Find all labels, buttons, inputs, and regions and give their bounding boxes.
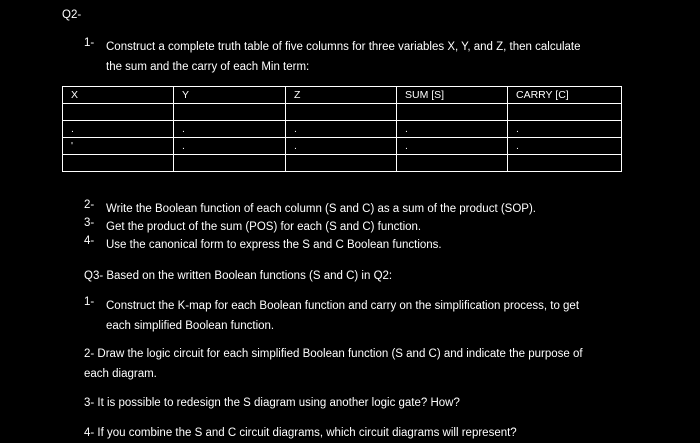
table-cell (63, 155, 174, 172)
table-row (63, 138, 622, 155)
item-text-line2: the sum and the carry of each Min term: (106, 61, 310, 73)
table-cell: ' (63, 138, 174, 155)
table-cell: . (286, 138, 397, 155)
table-row (63, 104, 622, 121)
q2-item-3 (84, 217, 421, 237)
item-text-line1: Construct the K-map for each Boolean function and carry on the simplification process, to get (106, 300, 580, 312)
item-number: 1- (84, 37, 95, 49)
item-number: 1- (84, 296, 95, 308)
item-number: 2- (84, 199, 95, 211)
col-header-carry: CARRY [C] (508, 87, 622, 104)
col-header-x: X (63, 87, 174, 104)
table-cell (174, 155, 286, 172)
table-cell (286, 155, 397, 172)
table-cell: . (174, 121, 286, 138)
truth-table (62, 86, 622, 172)
item-text: Get the product of the sum (POS) for each (S and C) function. (106, 221, 422, 233)
table-cell: . (397, 138, 508, 155)
table-cell: . (286, 121, 397, 138)
q2-item-2 (84, 199, 536, 219)
table-cell: . (508, 138, 622, 155)
question-label: Q2- (62, 9, 82, 21)
table-cell: . (63, 121, 174, 138)
table-cell (63, 104, 174, 121)
q3-item-3: 3- It is possible to redesign the S diagram using another logic gate? How? (84, 397, 460, 409)
table-cell (508, 155, 622, 172)
col-header-y: Y (174, 87, 286, 104)
item-text: Write the Boolean function of each column (S and C) as a sum of the product (SOP). (106, 203, 536, 215)
table-cell (397, 155, 508, 172)
item-text: Use the canonical form to express the S and C Boolean functions. (106, 239, 442, 251)
item-text-line2: each diagram. (84, 368, 157, 380)
table-row (63, 155, 622, 172)
table-cell (174, 104, 286, 121)
table-cell: . (397, 121, 508, 138)
item-text-line2: each simplified Boolean function. (106, 320, 275, 332)
item-text-line1: 2- Draw the logic circuit for each simplified Boolean function (S and C) and indicate the purpose of (84, 348, 583, 360)
q2-item-1 (84, 37, 581, 77)
col-header-sum: SUM [S] (397, 87, 508, 104)
q2-item-4 (84, 235, 442, 255)
item-text-line1: Construct a complete truth table of five columns for three variables X, Y, and Z, then calculate (106, 41, 581, 53)
q3-item-1 (84, 296, 579, 336)
q3-item-4: 4- If you combine the S and C circuit diagrams, which circuit diagrams will represent? (84, 427, 517, 439)
table-row (63, 121, 622, 138)
table-cell (508, 104, 622, 121)
q3-item-2 (84, 344, 583, 384)
table-cell (397, 104, 508, 121)
col-header-z: Z (286, 87, 397, 104)
table-cell: . (508, 121, 622, 138)
q3-heading: Q3- Based on the written Boolean functions (S and C) in Q2: (84, 270, 393, 282)
table-header-row (63, 87, 622, 104)
table-cell (286, 104, 397, 121)
table-cell: . (174, 138, 286, 155)
item-number: 3- (84, 217, 95, 229)
item-number: 4- (84, 235, 95, 247)
